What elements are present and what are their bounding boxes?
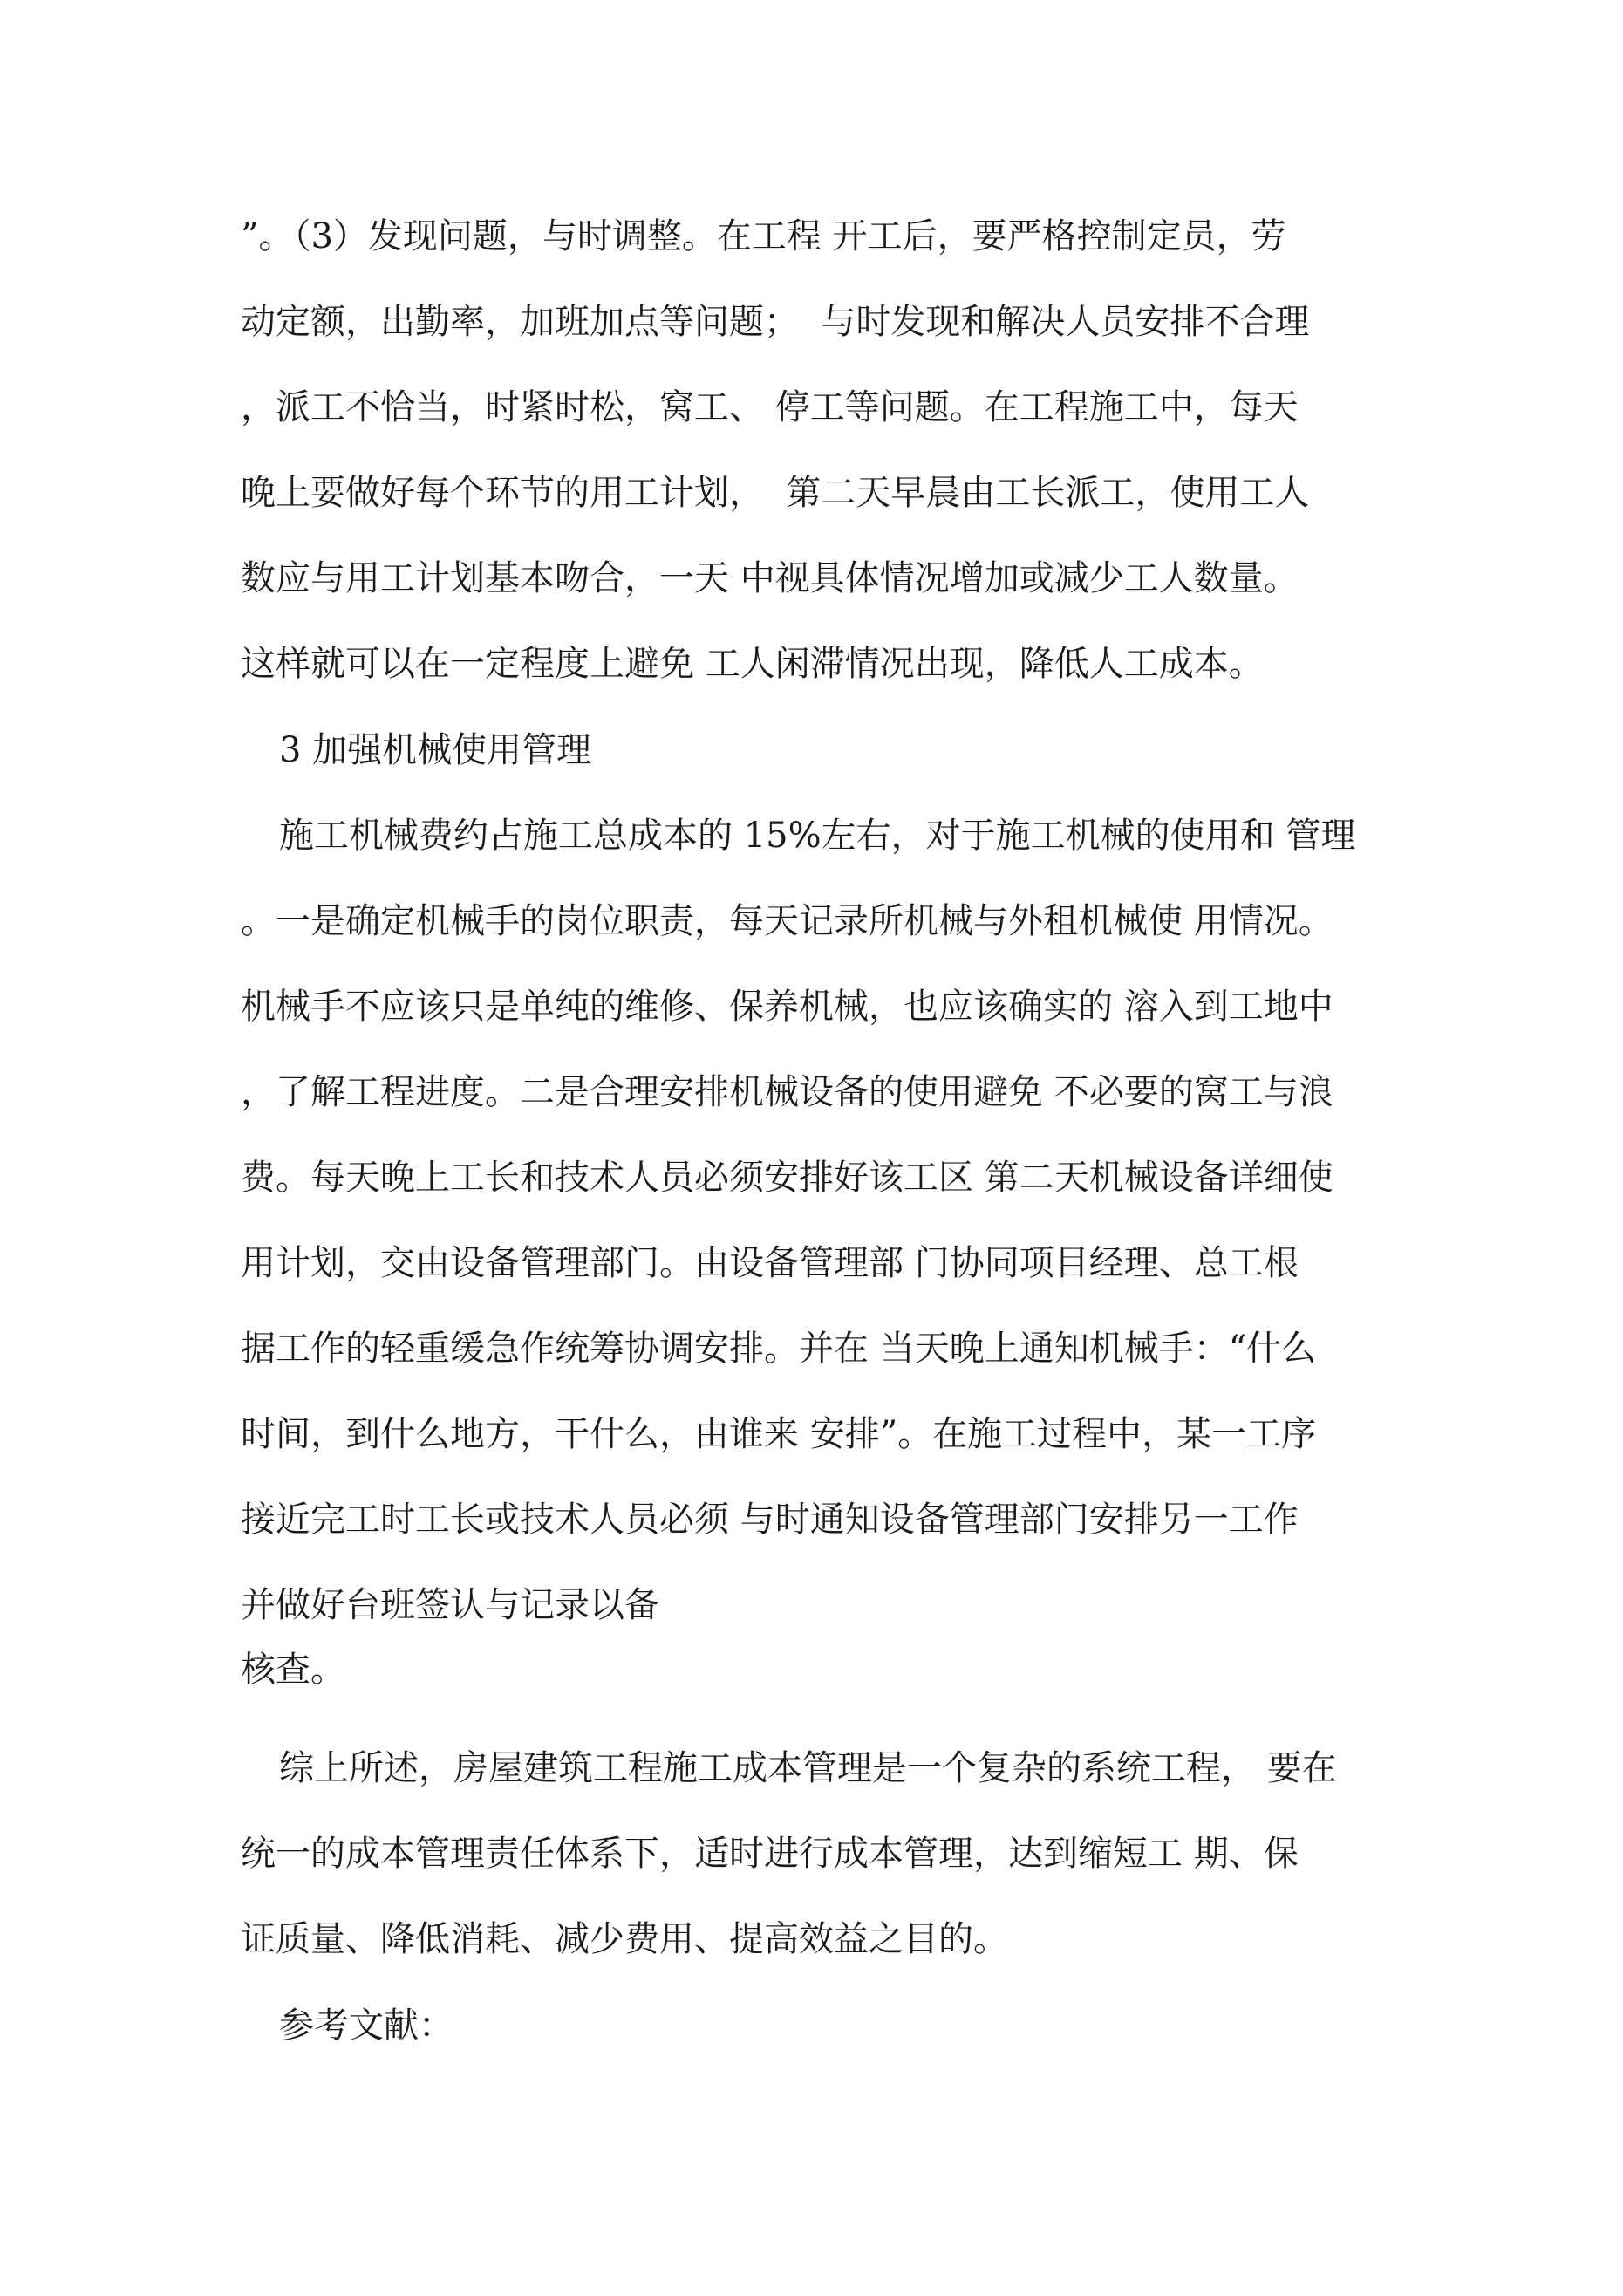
text-line: 晚上要做好每个环节的用工计划， 第二天早晨由工长派工，使用工人 xyxy=(241,473,1310,513)
text-line: 费。每天晚上工长和技术人员必须安排好该工区 第二天机械设备详细使 xyxy=(241,1158,1333,1198)
text-line: ”。（3）发现问题，与时调整。在工程 开工后，要严格控制定员，劳 xyxy=(241,216,1286,256)
text-line: 施工机械费约占施工总成本的 15%左右，对于施工机械的使用和 管理 xyxy=(279,816,1356,856)
text-line: 。一是确定机械手的岗位职责，每天记录所机械与外租机械使 用情况。 xyxy=(241,901,1333,941)
text-line: 用计划，交由设备管理部门。由设备管理部 门协同项目经理、总工根 xyxy=(241,1243,1299,1283)
text-line: ，派工不恰当，时紧时松，窝工、 停工等问题。在工程施工中，每天 xyxy=(241,387,1299,427)
text-line: 这样就可以在一定程度上避免 工人闲滞情况出现，降低人工成本。 xyxy=(241,644,1264,684)
text-line: 综上所述，房屋建筑工程施工成本管理是一个复杂的系统工程， 要在 xyxy=(279,1748,1337,1788)
text-line: 并做好台班签认与记录以备 xyxy=(241,1585,659,1625)
text-line: 据工作的轻重缓急作统筹协调安排。并在 当天晚上通知机械手：“什么 xyxy=(241,1329,1317,1369)
text-line: 时间，到什么地方，干什么，由谁来 安排”。在施工过程中，某一工序 xyxy=(241,1414,1317,1454)
text-line: 核查。 xyxy=(241,1650,345,1690)
text-line: 统一的成本管理责任体系下，适时进行成本管理，达到缩短工 期、保 xyxy=(241,1834,1299,1874)
references-heading: 参考文献： xyxy=(279,2006,453,2046)
text-line: ，了解工程进度。二是合理安排机械设备的使用避免 不必要的窝工与浪 xyxy=(241,1072,1333,1112)
text-line: 机械手不应该只是单纯的维修、保养机械，也应该确实的 溶入到工地中 xyxy=(241,987,1333,1027)
text-line: 接近完工时工长或技术人员必须 与时通知设备管理部门安排另一工作 xyxy=(241,1500,1299,1540)
text-line: 动定额，出勤率，加班加点等问题； 与时发现和解决人员安排不合理 xyxy=(241,302,1310,342)
text-line: 数应与用工计划基本吻合，一天 中视具体情况增加或减少工人数量。 xyxy=(241,558,1299,598)
text-line: 证质量、降低消耗、减少费用、提高效益之目的。 xyxy=(241,1919,1008,1959)
section-heading: 3 加强机械使用管理 xyxy=(279,730,592,770)
